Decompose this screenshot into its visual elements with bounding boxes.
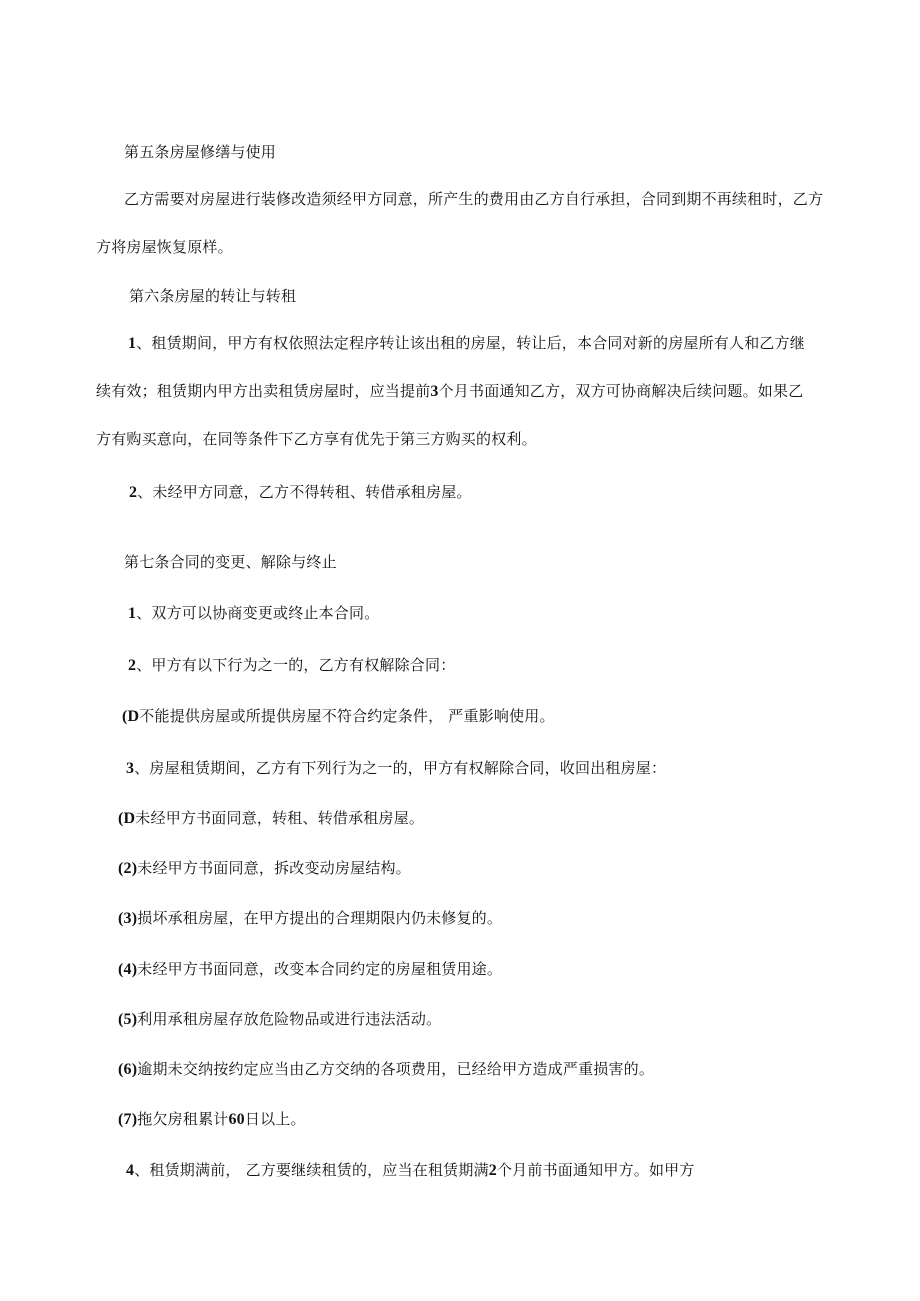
sub-item-number: (3)	[118, 910, 138, 927]
sub-item-number: (6)	[118, 1061, 138, 1078]
article-7-item-3-sub-6	[118, 1058, 654, 1081]
sub-item-text: 日以上。	[244, 1110, 306, 1128]
sub-item-number: (2)	[118, 860, 138, 877]
item-text: 续有效；租赁期内甲方出卖租赁房屋时，应当提前	[96, 382, 431, 400]
sub-item-text: 未经甲方书面同意，拆改变动房屋结构。	[137, 859, 411, 877]
article-5-paragraph-line-1	[124, 188, 823, 210]
item-text: 、租赁期间，甲方有权依照法定程序转让该出租的房屋，转让后，本合同对新的房屋所有人和乙方继	[136, 334, 806, 352]
item-number: 1	[128, 335, 137, 352]
article-7-heading	[124, 551, 337, 573]
sub-item-text: 未经甲方书面同意，转租、转借承租房屋。	[135, 809, 425, 827]
sub-item-text: 拖欠房租累计	[137, 1110, 229, 1128]
article-6-heading-text: 第六条房屋的转让与转租	[129, 287, 297, 305]
item-text: 方有购买意向，在同等条件下乙方享有优先于第三方购买的权利。	[96, 430, 537, 448]
sub-item-text: 损坏承租房屋，在甲方提出的合理期限内仍未修复的。	[137, 909, 503, 927]
item-number: 4	[126, 1162, 135, 1179]
article-7-item-3	[126, 757, 666, 780]
article-5-heading	[124, 141, 276, 163]
article-7-item-3-sub-5	[118, 1008, 441, 1031]
article-7-item-3-sub-2	[118, 857, 411, 880]
article-5-heading-text: 第五条房屋修缮与使用	[124, 143, 277, 161]
item-number: 3	[126, 760, 135, 777]
article-6-item-1-line-1	[128, 332, 805, 355]
sub-item-number: (7)	[118, 1111, 138, 1128]
item-number: 2	[128, 657, 137, 674]
item-text: 个月前书面通知甲方。如甲方	[496, 1161, 695, 1179]
inline-number: 60	[228, 1111, 245, 1128]
item-text: 、未经甲方同意，乙方不得转租、转借承租房屋。	[137, 483, 472, 501]
article-7-item-3-sub-3	[118, 907, 502, 930]
article-7-heading-text: 第七条合同的变更、解除与终止	[124, 553, 337, 571]
item-number: 1	[128, 605, 137, 622]
article-7-item-3-sub-7	[118, 1108, 306, 1131]
article-6-heading	[129, 285, 296, 307]
inline-number: 3	[430, 383, 439, 400]
article-5-paragraph-text: 方将房屋恢复原样。	[96, 238, 233, 256]
item-text: 、双方可以协商变更或终止本合同。	[136, 604, 380, 622]
article-6-item-2	[129, 481, 472, 504]
article-6-item-1-line-3	[96, 428, 537, 450]
sub-item-number: (D	[122, 708, 140, 725]
article-7-item-4	[126, 1159, 695, 1182]
article-5-paragraph-line-2	[96, 236, 233, 258]
article-7-item-1	[128, 602, 379, 625]
item-text: 个月书面通知乙方，双方可协商解决后续问题。如果乙	[438, 382, 804, 400]
sub-item-text: 利用承租房屋存放危险物品或进行违法活动。	[137, 1010, 442, 1028]
article-7-item-2	[128, 654, 455, 677]
sub-item-number: (5)	[118, 1011, 138, 1028]
item-text: 、甲方有以下行为之一的，乙方有权解除合同：	[136, 656, 456, 674]
item-text: 、房屋租赁期间，乙方有下列行为之一的，甲方有权解除合同，收回出租房屋：	[134, 759, 667, 777]
article-7-item-3-sub-4	[118, 958, 502, 981]
sub-item-number: (4)	[118, 961, 138, 978]
article-7-item-3-sub-1	[118, 807, 424, 830]
item-number: 2	[129, 484, 138, 501]
article-5-paragraph-text: 乙方需要对房屋进行装修改造须经甲方同意，所产生的费用由乙方自行承担，合同到期不再续租时，乙方	[124, 190, 824, 208]
sub-item-text: 不能提供房屋或所提供房屋不符合约定条件， 严重影响使用。	[139, 707, 555, 725]
sub-item-number: (D	[118, 810, 136, 827]
inline-number: 2	[488, 1162, 497, 1179]
sub-item-text: 未经甲方书面同意，改变本合同约定的房屋租赁用途。	[137, 960, 503, 978]
article-7-item-2-sub-1	[122, 705, 555, 728]
item-text: 、租赁期满前， 乙方要继续租赁的，应当在租赁期满	[134, 1161, 489, 1179]
sub-item-text: 逾期未交纳按约定应当由乙方交纳的各项费用，已经给甲方造成严重损害的。	[137, 1060, 655, 1078]
article-6-item-1-line-2	[96, 380, 803, 403]
